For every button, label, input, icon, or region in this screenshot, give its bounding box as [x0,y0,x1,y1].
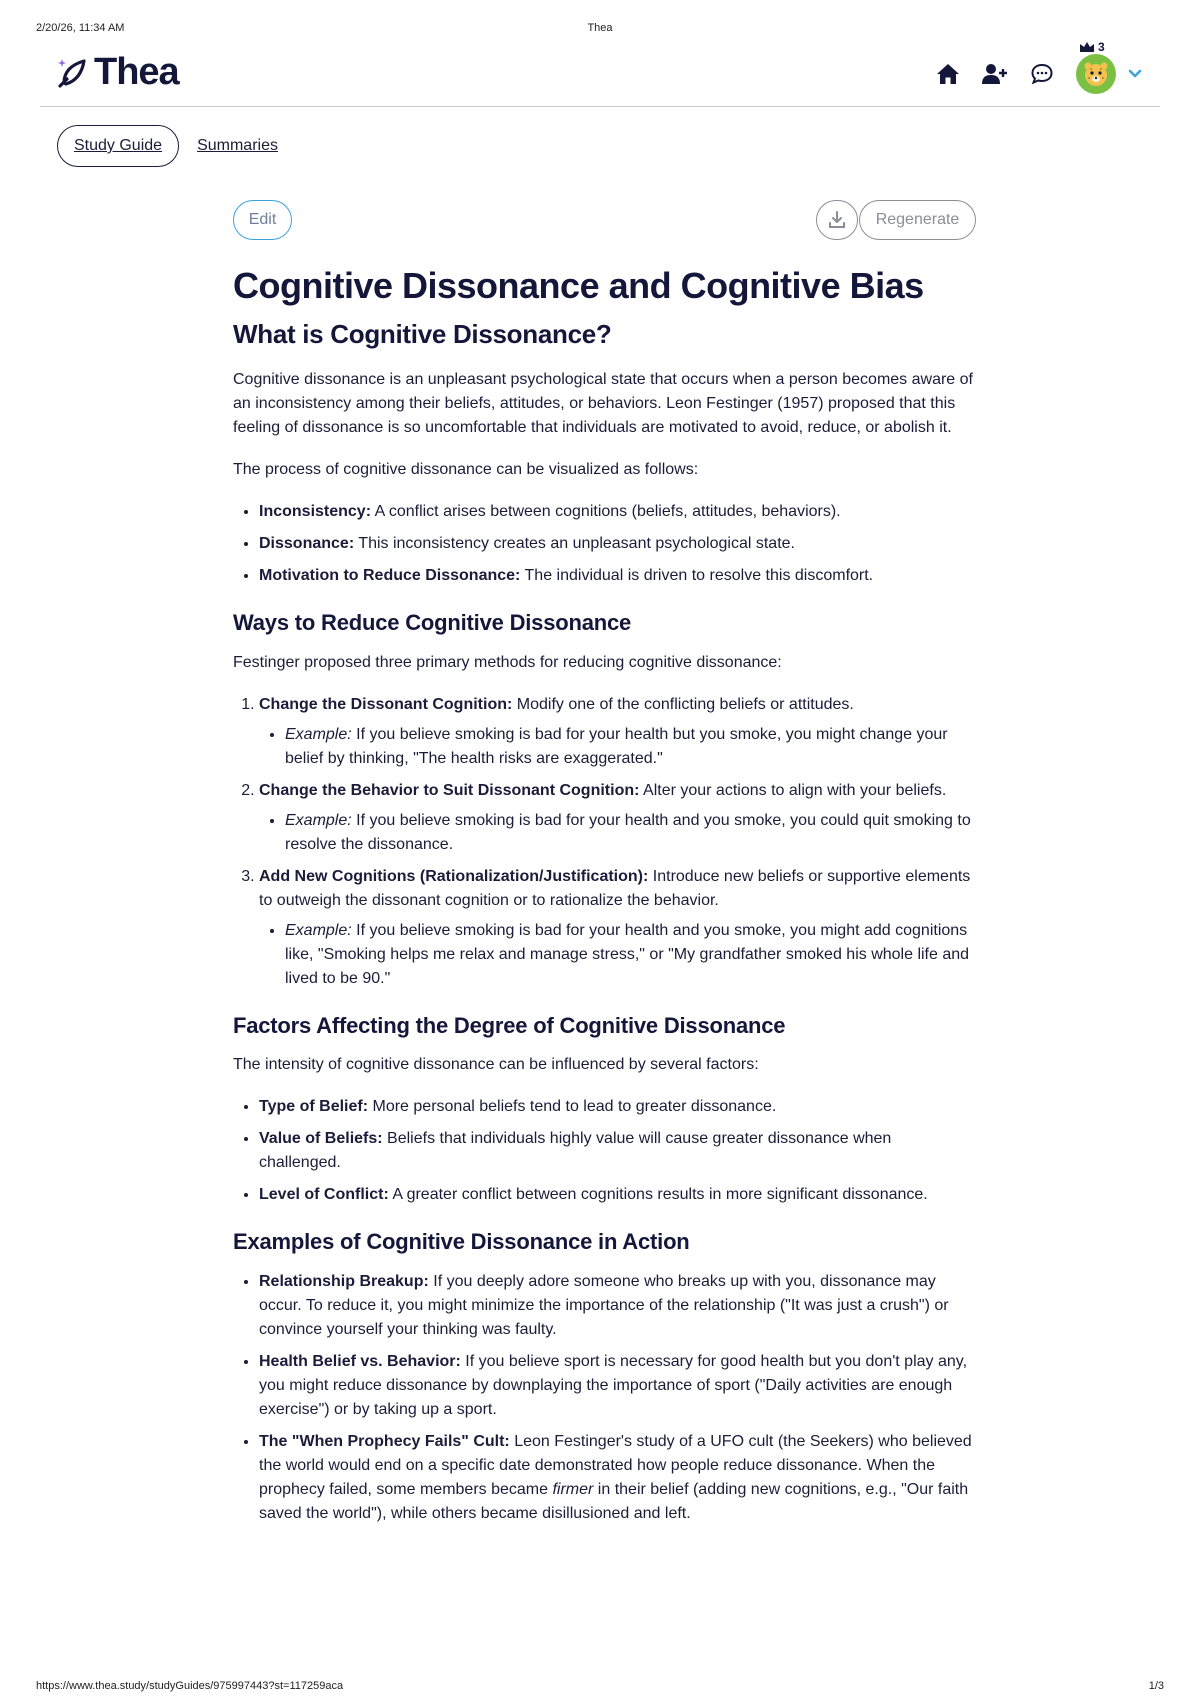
example-item [285,809,976,857]
thea-logo[interactable] [56,52,179,92]
page-title: Cognitive Dissonance and Cognitive Bias [233,265,924,306]
list-item [259,693,976,771]
example-text: If you believe smoking is bad for your health and you smoke, you might add cognitions like, "Smoking helps me relax and manage stress," or "My grandfather smoked his whole life and lived to be 90." [285,921,970,987]
list-item-text-continued: in their belief (adding new cognitions, e.g., "Our faith saved the world"), while others became disillusioned and left. [259,1480,969,1522]
paragraph-ways-intro: Festinger proposed three primary methods for reducing cognitive dissonance: [233,653,782,671]
crown-icon [1079,41,1095,53]
section-heading-ways: Ways to Reduce Cognitive Dissonance [233,610,632,636]
study-guide-content [233,200,976,1534]
print-page-number: 1/3 [1148,1680,1164,1692]
list-item-text: Leon Festinger's study of a UFO cult (the Seekers) who believed the world would end on a specific date demonstrated how people reduce dissonance. When the prophecy failed, some members became [259,1432,972,1498]
print-url: https://www.thea.study/studyGuides/975997443?st=117259aca [36,1680,344,1692]
list-item-text: Alter your actions to align with your beliefs. [639,781,947,799]
actions-row [233,200,976,242]
crown-badge [1079,40,1105,54]
list-item-emphasis: firmer [552,1480,594,1498]
example-list [259,723,976,771]
paragraph-factors-intro: The intensity of cognitive dissonance can be influenced by several factors: [233,1056,759,1074]
view-tabs [57,124,278,168]
example-text: If you believe smoking is bad for your health but you smoke, you might change your belief by thinking, "The health risks are exaggerated." [285,725,948,767]
list-item [259,500,976,524]
list-item-text: A conflict arises between cognitions (beliefs, attitudes, behaviors). [371,503,841,521]
list-item-term: Level of Conflict: [259,1186,389,1204]
list-item-text: This inconsistency creates an unpleasant psychological state. [354,535,795,553]
list-item-term: Health Belief vs. Behavior: [259,1352,461,1370]
list-item [259,1095,976,1119]
list-item-text: More personal beliefs tend to lead to greater dissonance. [368,1098,777,1116]
list-item-term: Change the Dissonant Cognition: [259,695,513,713]
cheetah-avatar-icon [1082,60,1110,88]
list-item-term: Change the Behavior to Suit Dissonant Cognition: [259,781,640,799]
edit-button[interactable]: Edit [233,200,292,240]
list-item [259,779,976,857]
example-label: Example: [285,921,352,939]
list-item [259,1350,976,1422]
section-heading-examples: Examples of Cognitive Dissonance in Action [233,1229,690,1255]
tab-study-guide[interactable]: Study Guide [57,125,179,167]
list-item-term: The "When Prophecy Fails" Cult: [259,1432,510,1450]
list-item-text: Beliefs that individuals highly value will cause greater dissonance when challenged. [259,1130,892,1172]
print-header [36,22,1164,38]
list-item-text: If you believe sport is necessary for good health but you don't play any, you might reduce dissonance by downplaying the importance of sport ("Daily activities are enough exercise") or by taking up a sport. [259,1352,968,1418]
example-item [285,919,976,991]
list-item [259,1430,976,1526]
example-text: If you believe smoking is bad for your health and you smoke, you could quit smoking to resolve the dissonance. [285,811,971,853]
top-navbar [40,40,1160,107]
list-item-term: Dissonance: [259,535,355,553]
list-item [259,1270,976,1342]
tab-summaries[interactable]: Summaries [197,137,278,154]
regenerate-button[interactable]: Regenerate [859,200,976,240]
list-item [259,1183,976,1207]
example-label: Example: [285,725,352,743]
list-item-text: If you deeply adore someone who breaks up with you, dissonance may occur. To reduce it, you might minimize the importance of the relationship ("It was just a crush") or convince yourself your thinking was faulty. [259,1272,949,1338]
example-item [285,723,976,771]
print-footer [36,1680,1164,1696]
download-icon [828,211,846,229]
list-item [259,1127,976,1175]
logo-text: Thea [94,50,179,93]
example-list [259,919,976,991]
avatar[interactable] [1076,54,1116,94]
paragraph-definition: Cognitive dissonance is an unpleasant psychological state that occurs when a person becomes aware of an inconsistency among their beliefs, attitudes, or behaviors. Leon Festinger (1957) proposed that this feeling of dissonance is so uncomfortable that individuals are motivated to avoid, reduce, or abolish it. [233,371,973,437]
print-datetime: 2/20/26, 11:34 AM [36,22,125,34]
download-button[interactable] [816,200,858,240]
list-item-term: Value of Beliefs: [259,1130,383,1148]
list-item [259,865,976,991]
chat-icon[interactable] [1028,60,1056,88]
factors-list [233,1095,976,1207]
example-label: Example: [285,811,352,829]
list-item-text: A greater conflict between cognitions results in more significant dissonance. [388,1186,928,1204]
list-item-text: Introduce new beliefs or supportive elements to outweigh the dissonant cognition or to rationalize the behavior. [259,867,971,909]
section-heading-what-is: What is Cognitive Dissonance? [233,319,612,350]
process-list [233,500,976,588]
list-item-text: The individual is driven to resolve this discomfort. [520,567,874,585]
example-list [259,809,976,857]
print-title: Thea [587,22,613,34]
list-item-term: Relationship Breakup: [259,1272,429,1290]
list-item-text: Modify one of the conflicting beliefs or attitudes. [512,695,854,713]
list-item-term: Add New Cognitions (Rationalization/Justification): [259,867,649,885]
methods-list [233,693,976,991]
list-item [259,564,976,588]
nav-icons [915,40,1144,94]
home-icon[interactable] [934,60,962,88]
list-item-term: Motivation to Reduce Dissonance: [259,567,521,585]
crown-count: 3 [1098,40,1105,54]
paragraph-process-intro: The process of cognitive dissonance can be visualized as follows: [233,461,699,479]
section-heading-factors: Factors Affecting the Degree of Cognitive Dissonance [233,1012,786,1038]
list-item-term: Inconsistency: [259,503,372,521]
list-item-term: Type of Belief: [259,1098,369,1116]
add-user-icon[interactable] [981,60,1009,88]
examples-list [233,1270,976,1526]
rocket-logo-icon [56,55,90,89]
user-avatar-wrap[interactable] [1076,40,1116,94]
list-item [259,532,976,556]
chevron-down-icon[interactable] [1126,65,1144,83]
